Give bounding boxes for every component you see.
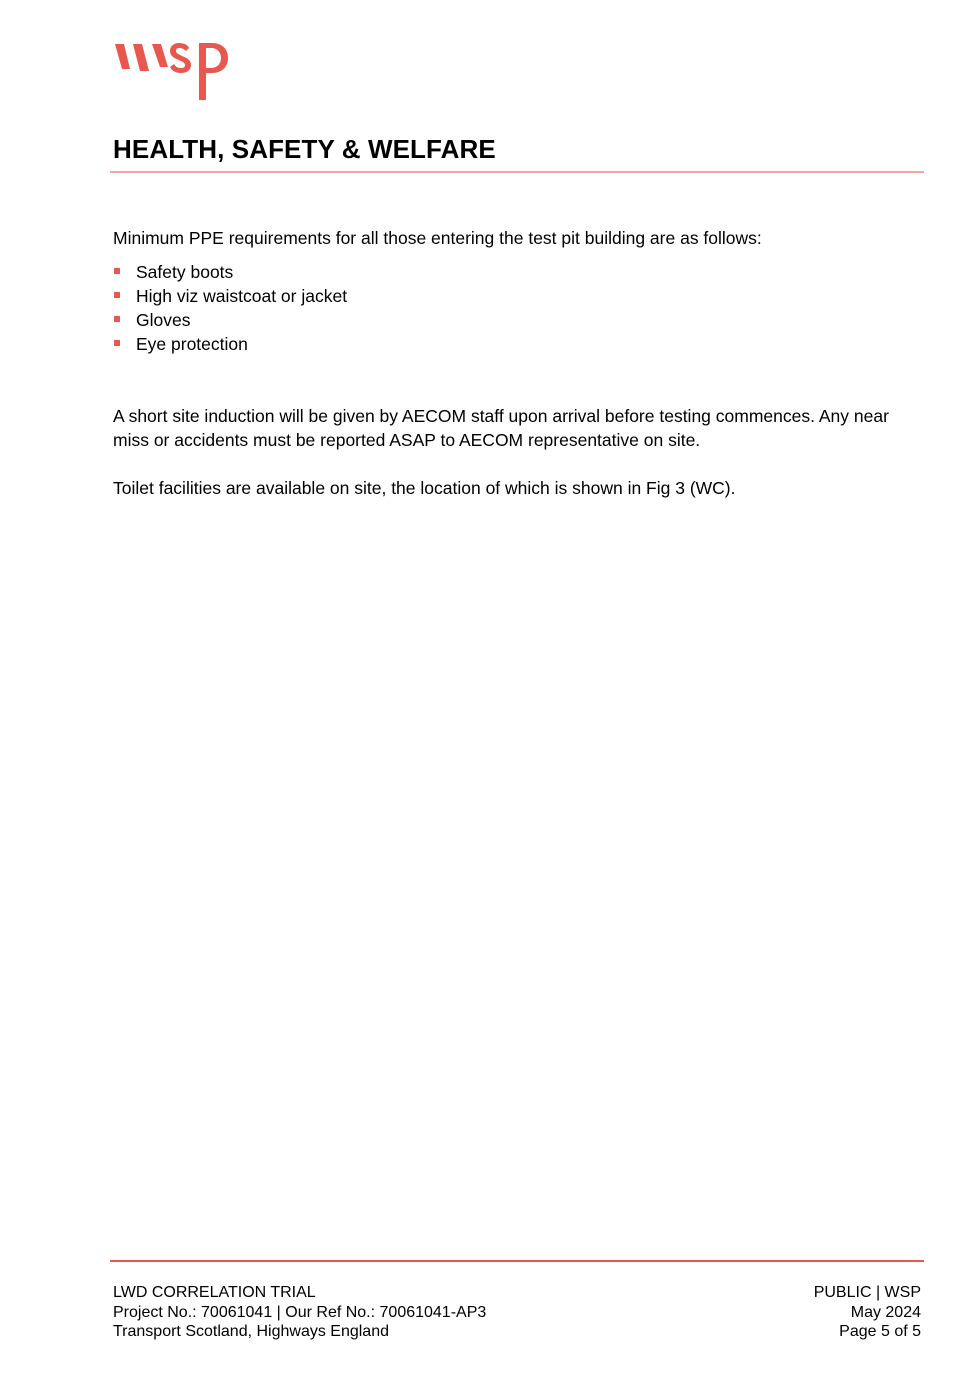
toilet-facilities-paragraph: Toilet facilities are available on site, the location of which is shown in Fig 3 (WC). [113, 478, 736, 498]
list-item [113, 308, 347, 332]
list-item-text: Eye protection [136, 334, 248, 354]
footer-date: May 2024 [850, 1303, 921, 1321]
ppe-intro-paragraph: Minimum PPE requirements for all those entering the test pit building are as follows: [113, 228, 762, 248]
footer-divider [110, 1260, 924, 1262]
footer-client: Transport Scotland, Highways England [113, 1323, 389, 1340]
list-item [113, 260, 347, 284]
ppe-list [113, 260, 347, 356]
footer-project-title: LWD CORRELATION TRIAL [113, 1284, 316, 1301]
list-item-text: Gloves [136, 310, 191, 330]
footer-left [113, 1283, 486, 1342]
footer-right [814, 1283, 921, 1342]
list-item [113, 332, 347, 356]
page-title: HEALTH, SAFETY & WELFARE [113, 134, 496, 164]
list-item [113, 284, 347, 308]
footer-page-number: Page 5 of 5 [839, 1323, 921, 1340]
square-bullet-icon [114, 316, 120, 322]
footer-classification: PUBLIC | WSP [813, 1284, 921, 1301]
square-bullet-icon [114, 340, 120, 346]
wsp-logo [113, 40, 237, 102]
list-item-text: Safety boots [136, 262, 234, 282]
induction-paragraph: A short site induction will be given by AECOM staff upon arrival before testing commences. Any near miss or accidents must be reported ASAP to AECOM representative on site. [113, 406, 889, 450]
square-bullet-icon [114, 268, 120, 274]
footer-project-number: Project No.: 70061041 | Our Ref No.: 70061041-AP3 [113, 1303, 487, 1321]
square-bullet-icon [114, 292, 120, 298]
title-divider [110, 171, 924, 173]
list-item-text: High viz waistcoat or jacket [136, 286, 348, 306]
